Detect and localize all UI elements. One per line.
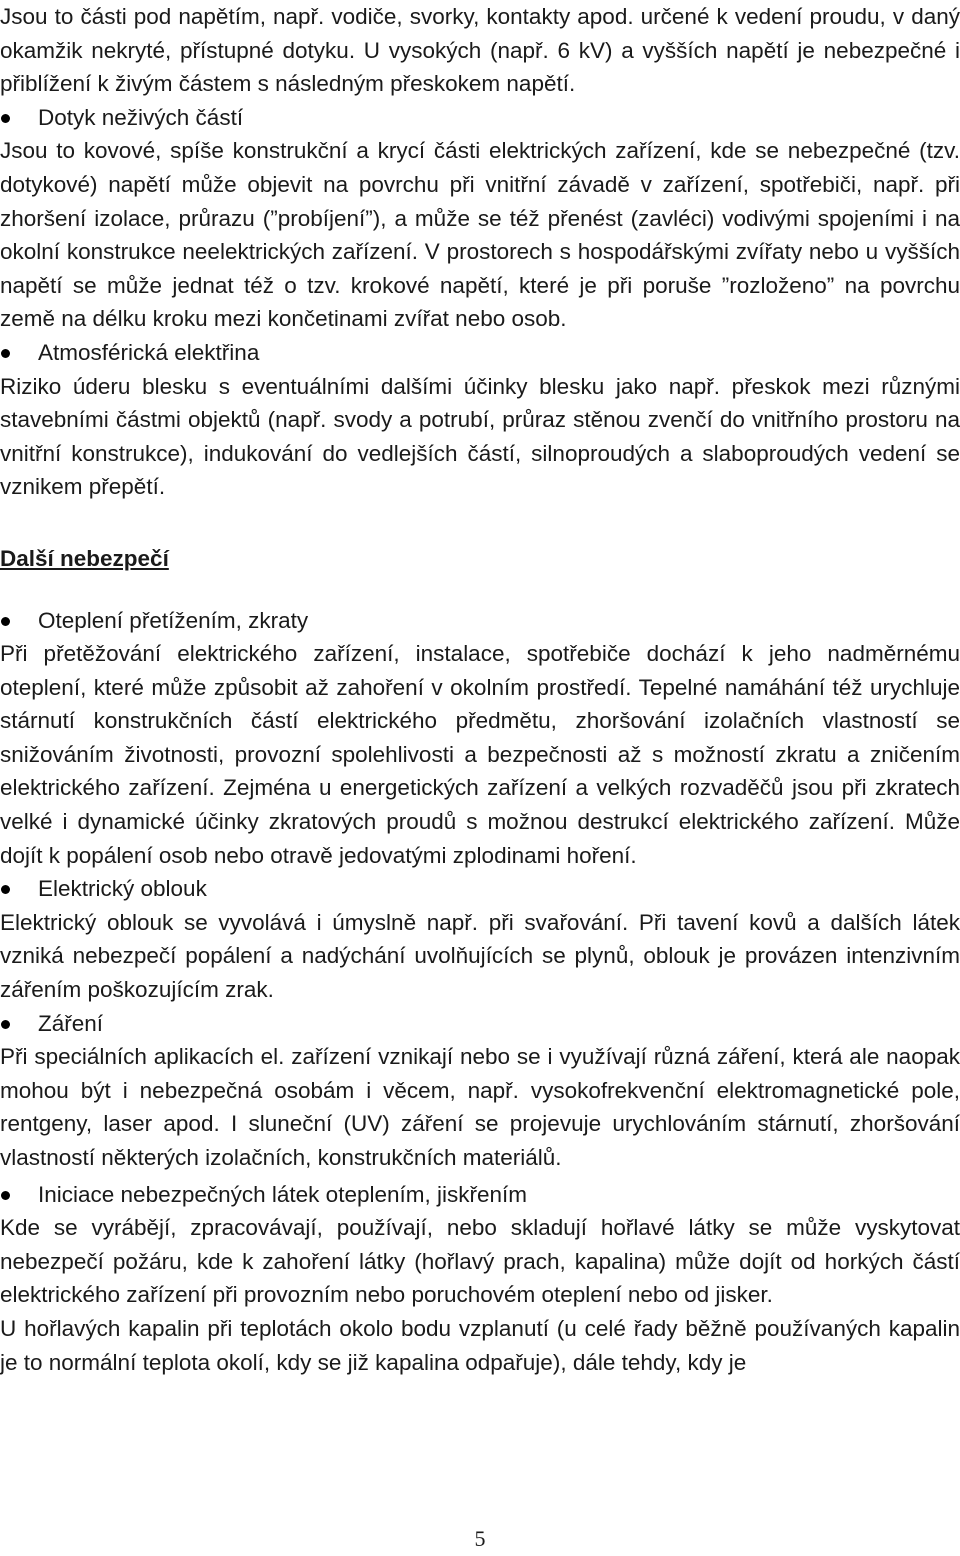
section-elektricky-oblouk: [0, 872, 960, 1006]
section-paragraph: Jsou to kovové, spíše konstrukční a krycí části elektrických zařízení, kde se nebezpečné (tzv. dotykové) napětí může objevit na povrchu při vnitřní závadě v zařízení, spotřebiči, např. při zhoršení izolace, průrazu (”probíjení”), a může se též přenést (zavléci) vodivými spojeními i na okolní konstrukce neelektrických zařízení. V prostorech s hospodářskými zvířaty nebo u vyšších napětí se může jednat též o tzv. krokové napětí, které je při poruše ”rozloženo” na povrchu země na délku kroku mezi končetinami zvířat nebo osob.: [0, 138, 960, 332]
section-paragraph: Riziko úderu blesku s eventuálními dalšími účinky blesku jako např. přeskok mezi různými stavebními částmi objektů (např. svody a potrubí, průraz stěnou zvenčí do vnitřního prostoru na vnitřní konstrukce), indukování do vedlejších částí, silnoproudých a slaboproudých vedení se vznikem přepětí.: [0, 373, 960, 500]
bullet-heading: Dotyk neživých částí: [0, 101, 960, 135]
bullet-heading: Oteplení přetížením, zkraty: [0, 604, 960, 638]
intro-paragraph: Jsou to části pod napětím, např. vodiče, svorky, kontakty apod. určené k vedení proudu, v daný okamžik nekryté, přístupné dotyku. U vysokých (např. 6 kV) a vyšších napětí je nebezpečné i přiblížení k živým částem s následným přeskokem napětí.: [0, 4, 960, 97]
page-number: 5: [474, 1526, 486, 1551]
section-paragraph: Při přetěžování elektrického zařízení, instalace, spotřebiče dochází k jeho nadměrnému oteplení, které může způsobit až zahoření v okolním prostředí. Tepelné namáhání též urychluje stárnutí konstrukčních částí elektrického předmětu, zhoršování izolačních vlastností se snižováním životnosti, provozní spolehlivosti a bezpečnosti až s možností zkratu a zničením elektrického zařízení. Zejména u energetických zařízení a velkých rozvaděčů jsou při zkratech velké i dynamické účinky zkratových proudů s možnou destrukcí elektrického zařízení. Může dojít k popálení osob nebo otravě jedovatými zplodinami hoření.: [0, 641, 960, 868]
section-zareni: [0, 1007, 960, 1175]
section-iniciace: [0, 1178, 960, 1380]
bullet-heading: Elektrický oblouk: [0, 872, 960, 906]
bullet-heading: Záření: [0, 1007, 960, 1041]
bullet-heading: Atmosférická elektřina: [0, 336, 960, 370]
section-paragraph: Elektrický oblouk se vyvolává i úmyslně např. při svařování. Při tavení kovů a dalších látek vzniká nebezpečí popálení a nadýchání uvolňujících se plynů, oblouk je provázen intenzivním zářením poškozujícím zrak.: [0, 909, 960, 1003]
section-paragraph: Kde se vyrábějí, zpracovávají, používají, nebo skladují hořlavé látky se může vyskytovat nebezpečí požáru, kde k zahoření látky (hořlavý prach, kapalina) může dojít od horkých částí elektrického zařízení při provozním nebo poruchovém oteplení nebo od jisker.: [0, 1215, 960, 1308]
section-dotyk-nezivych-casti: [0, 101, 960, 336]
section-atmosfericka-elektrina: [0, 336, 960, 504]
section-paragraph: Při speciálních aplikacích el. zařízení vznikají nebo se i využívají různá záření, která ale naopak mohou být i nebezpečná osobám i věcem, např. vysokofrekvenční elektromagnetické pole, rentgeny, laser apod. I sluneční (UV) záření se projevuje urychlováním stárnutí, zhoršování vlastností některých izolačních, konstrukčních materiálů.: [0, 1044, 960, 1170]
section-oteplení: [0, 604, 960, 873]
section-paragraph: U hořlavých kapalin při teplotách okolo bodu vzplanutí (u celé řady běžně používaných kapalin je to normální teplota okolí, kdy se již kapalina odpařuje), dále tehdy, kdy je: [0, 1315, 960, 1375]
section-heading: Další nebezpečí: [0, 545, 169, 571]
bullet-heading: Iniciace nebezpečných látek oteplením, jiskřením: [0, 1178, 960, 1212]
